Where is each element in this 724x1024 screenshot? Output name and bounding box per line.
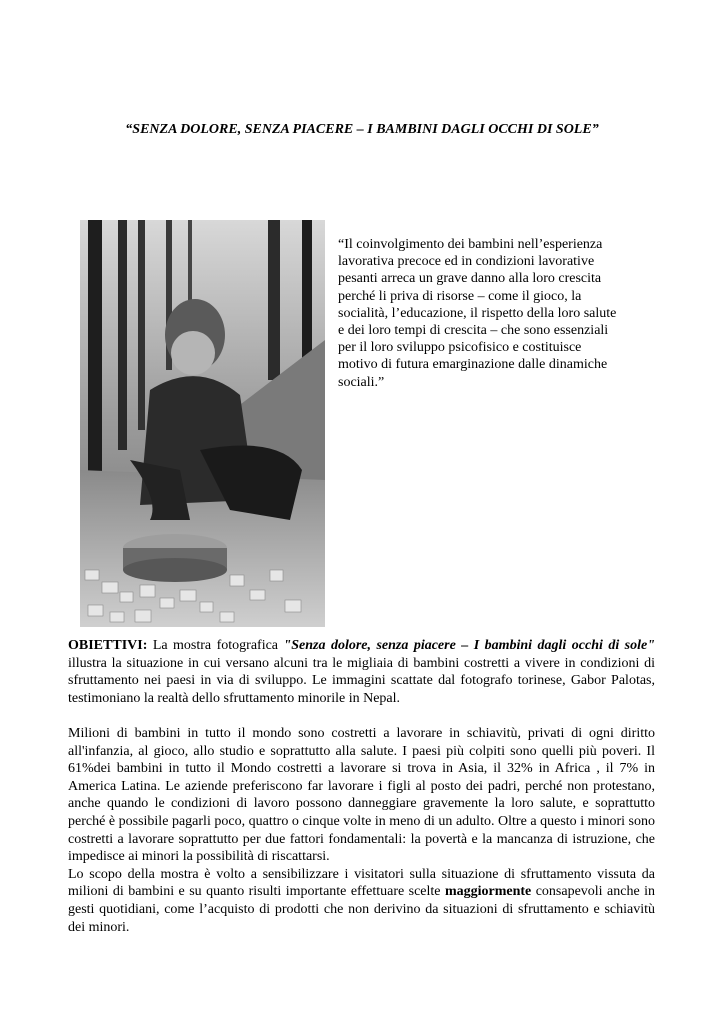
exhibition-title: "Senza dolore, senza piacere – I bambini dagli occhi di sole" (283, 638, 656, 653)
objectives-text-before: La mostra fotografica (147, 638, 284, 653)
purpose-text-before: Lo scopo della mostra è volto a sensibilizzare i visitatori sulla situazione di sfruttamento vissuta da milioni di bambini e su quanto risulti importante effettuare scelte (68, 866, 655, 900)
purpose-paragraph (68, 866, 655, 936)
photo-child-breaking-stones (80, 220, 325, 627)
pull-quote: “Il coinvolgimento dei bambini nell’esperienza lavorativa precoce ed in condizioni lavorative pesanti arreca un grave danno alla loro crescita perché li priva di risorse – come il gioco, la socialità, l’educazione, il rispetto della loro salute e dei loro tempi di crescita – che sono essenziali per il loro sviluppo psicofisico e costituisce motivo di futura emarginazione dalle dinamiche sociali.” (338, 237, 617, 390)
objectives-text-after: illustra la situazione in cui versano alcuni tra le migliaia di bambini costretti a vivere in condizioni di sfruttamento nei paesi in via di sviluppo. Le immagini scattate dal fotografo torinese, Gabor Palotas, testimoniano la realtà dello sfruttamento minorile in Nepal. (68, 655, 655, 706)
child-labour-paragraph: Milioni di bambini in tutto il mondo sono costretti a lavorare in schiavitù, privati di ogni diritto all'infanzia, al gioco, allo studio e soprattutto alla salute. I paesi più colpiti sono quelli più poveri. Il 61%dei bambini in tutto il Mondo costretti a lavorare si trova in Asia, il 32% in Africa , il 7% in America Latina. Le aziende preferiscono far lavorare i figli al posto dei padri, perché non protestano, anche quando le condizioni di lavoro possono danneggiare gravemente la loro salute, e soprattutto perché è possibile pagarli poco, quattro o cinque volte in meno di un adulto. Oltre a questo i minori sono costretti a lavorare soprattutto per due fattori fondamentali: la povertà e la mancanza di istruzione, che impedisce ai minori la possibilità di riscattarsi. (68, 725, 655, 865)
document-title: “SENZA DOLORE, SENZA PIACERE – I BAMBINI DAGLI OCCHI DI SOLE” (125, 122, 599, 137)
purpose-text-after: consapevoli anche in gesti quotidiani, come l’acquisto di prodotti che non derivino da situazioni di sfruttamento e schiavitù dei minori. (68, 884, 655, 935)
purpose-emphasis: maggiormente (444, 884, 532, 900)
objectives-paragraph (68, 637, 655, 707)
objectives-label: OBIETTIVI: (68, 638, 148, 653)
body-text (68, 637, 655, 936)
